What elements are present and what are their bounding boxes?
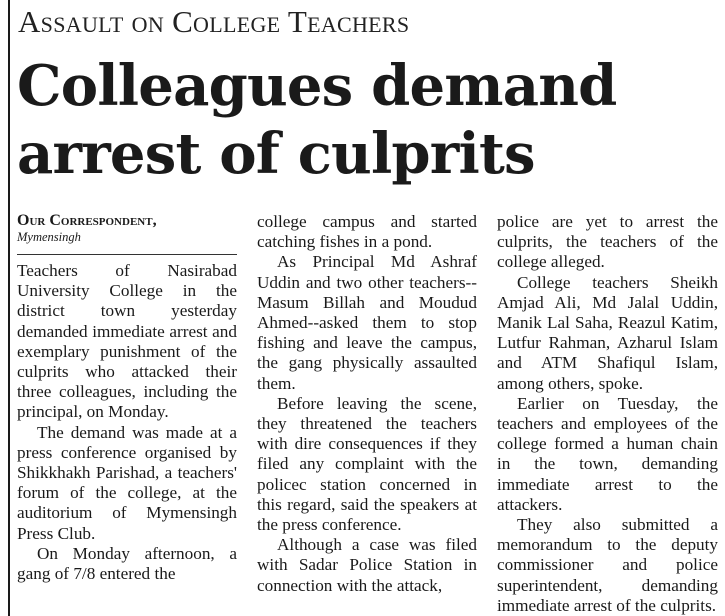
column-3 xyxy=(497,212,718,616)
paragraph: Although a case was filed with Sadar Police Station in connection with the attack, xyxy=(257,535,477,595)
paragraph: On Monday afternoon, a gang of 7/8 entered the xyxy=(17,543,237,584)
paragraph: Teachers of Nasirabad University College in the district town yesterday demanded immediate arrest and exemplary punishment of the culprits who attacked their three colleagues, including the principal, on Monday. xyxy=(17,261,237,422)
column-2 xyxy=(257,212,477,596)
headline: Colleagues demand arrest of culprits xyxy=(17,53,617,187)
paragraph: The demand was made at a press conference organised by Shikkhakh Parishad, a teachers' forum of the college, at the auditorium of Mymensingh Press Club. xyxy=(17,422,237,543)
byline-name: Our Correspondent, xyxy=(17,212,157,229)
byline xyxy=(17,212,237,255)
paragraph: They also submitted a memorandum to the deputy commissioner and police superintendent, demanding immediate arrest of the culprits. xyxy=(497,515,718,615)
paragraph: Earlier on Tuesday, the teachers and employees of the college formed a human chain in the town, demanding immediate arrest to the attackers. xyxy=(497,393,718,514)
column-1 xyxy=(17,212,237,584)
kicker: Assault on College Teachers xyxy=(18,4,410,39)
paragraph: Before leaving the scene, they threatened the teachers with dire consequences if they filed any complaint with the policec station concerned in this regard, said the speakers at the press conference. xyxy=(257,393,477,535)
byline-location: Mymensingh xyxy=(17,230,81,244)
paragraph: College teachers Sheikh Amjad Ali, Md Jalal Uddin, Manik Lal Saha, Reazul Katim, Lutfur Rahman, Azharul Islam and ATM Shafiqul Islam, among others, spoke. xyxy=(497,272,718,393)
paragraph: As Principal Md Ashraf Uddin and two other teachers--Masum Billah and Moudud Ahmed--asked them to stop fishing and leave the campus, the gang physically assaulted them. xyxy=(257,252,477,393)
paragraph: police are yet to arrest the culprits, the teachers of the college alleged. xyxy=(497,212,718,272)
paragraph: college campus and started catching fishes in a pond. xyxy=(257,212,477,252)
column-rule xyxy=(8,0,10,616)
